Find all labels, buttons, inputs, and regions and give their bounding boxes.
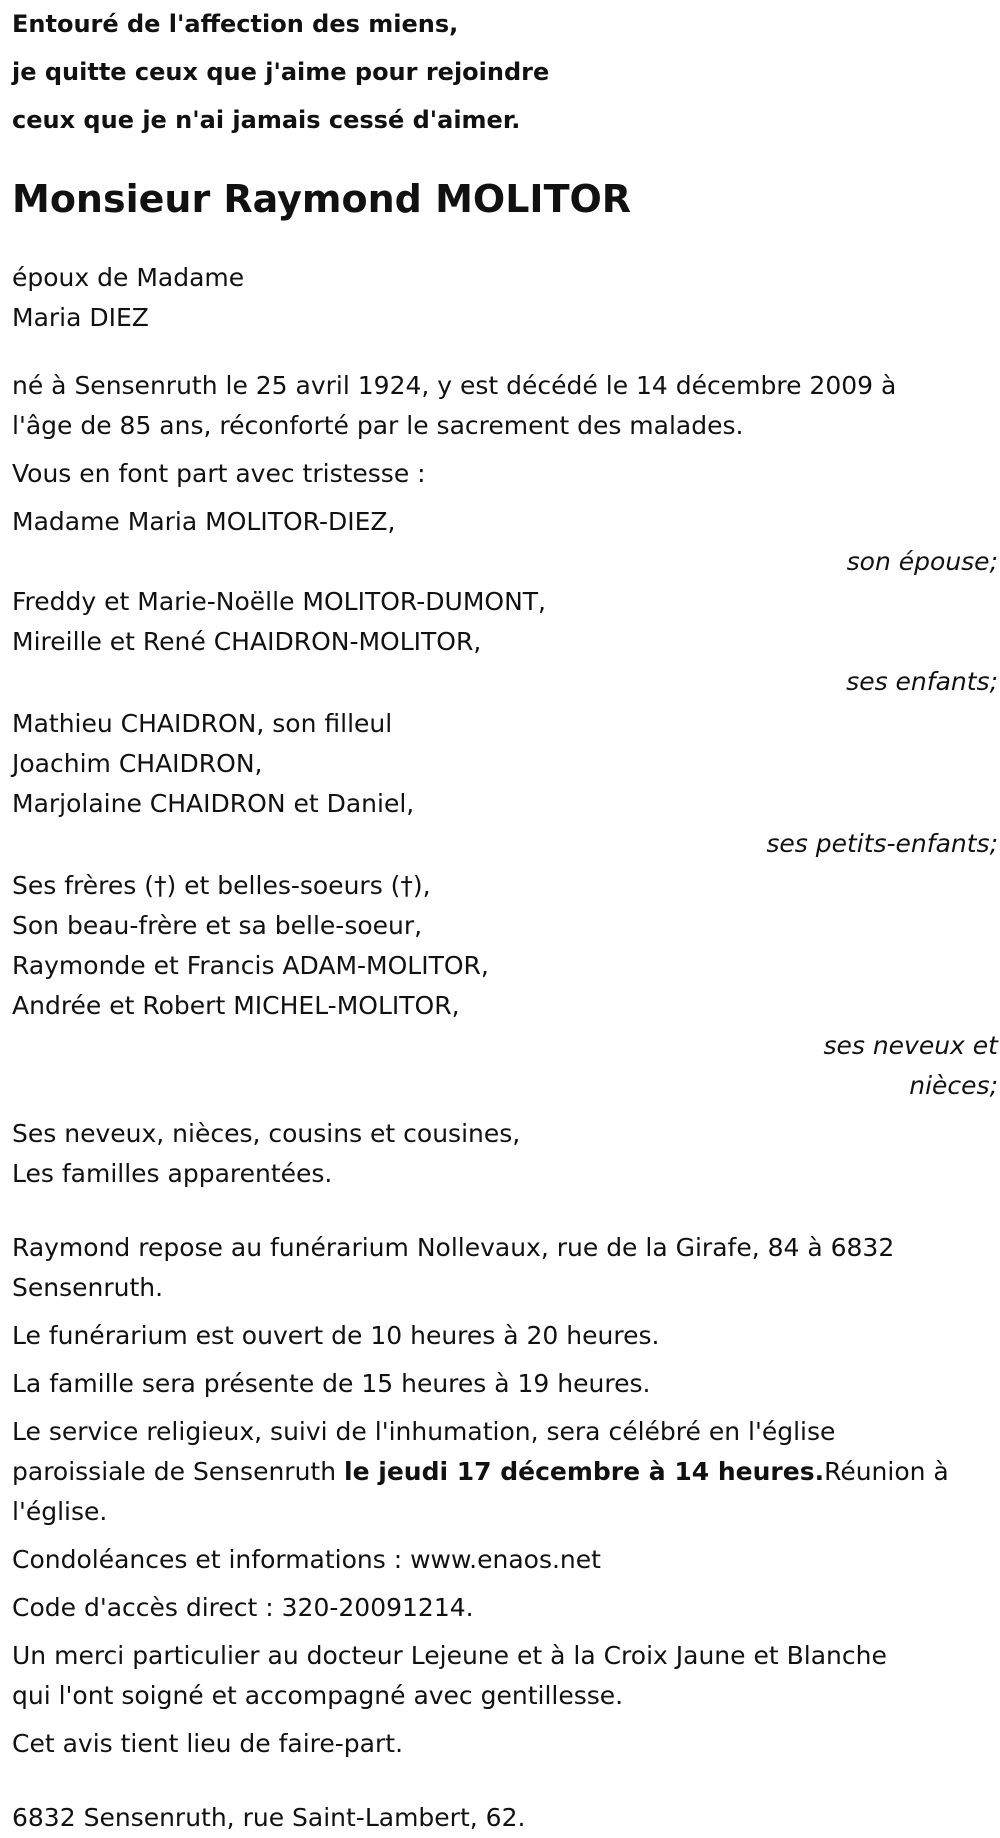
birth-death-line: l'âge de 85 ans, réconforté par le sacrement des malades. xyxy=(12,411,744,440)
epigraph-line: je quitte ceux que j'aime pour rejoindre xyxy=(12,58,550,86)
birth-death-line: né à Sensenruth le 25 avril 1924, y est décédé le 14 décembre 2009 à xyxy=(12,371,897,400)
family-group xyxy=(12,502,998,582)
opening-hours: Le funérarium est ouvert de 10 heures à 20 heures. xyxy=(12,1321,660,1350)
funerarium-line: Raymond repose au funérarium Nollevaux, rue de la Girafe, 84 à 6832 xyxy=(12,1233,895,1262)
family-relation: ses enfants; xyxy=(846,667,998,696)
family-name: Madame Maria MOLITOR-DIEZ, xyxy=(12,507,396,536)
epigraph-line: ceux que je n'ai jamais cessé d'aimer. xyxy=(12,106,521,134)
spouse-line: époux de Madame xyxy=(12,263,245,292)
service-line: l'église. xyxy=(12,1497,108,1526)
relatives-block xyxy=(12,1114,998,1194)
family-group xyxy=(12,866,998,1106)
address: 6832 Sensenruth, rue Saint-Lambert, 62. xyxy=(12,1803,526,1832)
service-date: le jeudi 17 décembre à 14 heures. xyxy=(344,1457,825,1486)
funerarium-info xyxy=(12,1228,998,1308)
family-name: Mireille et René CHAIDRON-MOLITOR, xyxy=(12,627,482,656)
relatives-line: Ses neveux, nièces, cousins et cousines, xyxy=(12,1119,521,1148)
family-group xyxy=(12,582,998,702)
family-relation: ses petits-enfants; xyxy=(766,829,998,858)
family-presence: La famille sera présente de 15 heures à 19 heures. xyxy=(12,1369,651,1398)
family-group xyxy=(12,704,998,864)
thanks-line: Un merci particulier au docteur Lejeune et à la Croix Jaune et Blanche xyxy=(12,1641,887,1670)
service-text: paroissiale de Sensenruth xyxy=(12,1457,345,1486)
family-relation: ses neveux et xyxy=(823,1031,998,1060)
thanks-block xyxy=(12,1636,998,1716)
birth-death xyxy=(12,366,998,446)
service-text: Réunion à xyxy=(824,1457,949,1486)
family-relation: nièces; xyxy=(909,1071,998,1100)
condolences: Condoléances et informations : www.enaos.net xyxy=(12,1545,601,1574)
family-name: Marjolaine CHAIDRON et Daniel, xyxy=(12,789,415,818)
family-relation: son épouse; xyxy=(846,547,998,576)
funerarium-line: Sensenruth. xyxy=(12,1273,164,1302)
relatives-line: Les familles apparentées. xyxy=(12,1159,333,1188)
service-line: Le service religieux, suivi de l'inhumation, sera célébré en l'église xyxy=(12,1417,836,1446)
family-name: Andrée et Robert MICHEL-MOLITOR, xyxy=(12,991,460,1020)
deceased-name: Monsieur Raymond MOLITOR xyxy=(12,177,632,221)
thanks-line: qui l'ont soigné et accompagné avec gentillesse. xyxy=(12,1681,624,1710)
family-list xyxy=(12,502,998,1106)
service-info xyxy=(12,1412,998,1532)
spouse-block xyxy=(12,258,998,338)
family-name: Joachim CHAIDRON, xyxy=(12,749,263,778)
family-name: Son beau-frère et sa belle-soeur, xyxy=(12,911,423,940)
epigraph xyxy=(12,0,998,144)
announce-text: Vous en font part avec tristesse : xyxy=(12,459,426,488)
access-code: Code d'accès direct : 320-20091214. xyxy=(12,1593,474,1622)
notice-text: Cet avis tient lieu de faire-part. xyxy=(12,1729,404,1758)
family-name: Raymonde et Francis ADAM-MOLITOR, xyxy=(12,951,489,980)
family-name: Mathieu CHAIDRON, son filleul xyxy=(12,709,393,738)
service-line xyxy=(12,1452,998,1492)
spouse-line: Maria DIEZ xyxy=(12,303,149,332)
obituary-notice xyxy=(12,0,998,1838)
family-name: Freddy et Marie-Noëlle MOLITOR-DUMONT, xyxy=(12,587,546,616)
epigraph-line: Entouré de l'affection des miens, xyxy=(12,10,459,38)
family-name: Ses frères (†) et belles-soeurs (†), xyxy=(12,871,431,900)
